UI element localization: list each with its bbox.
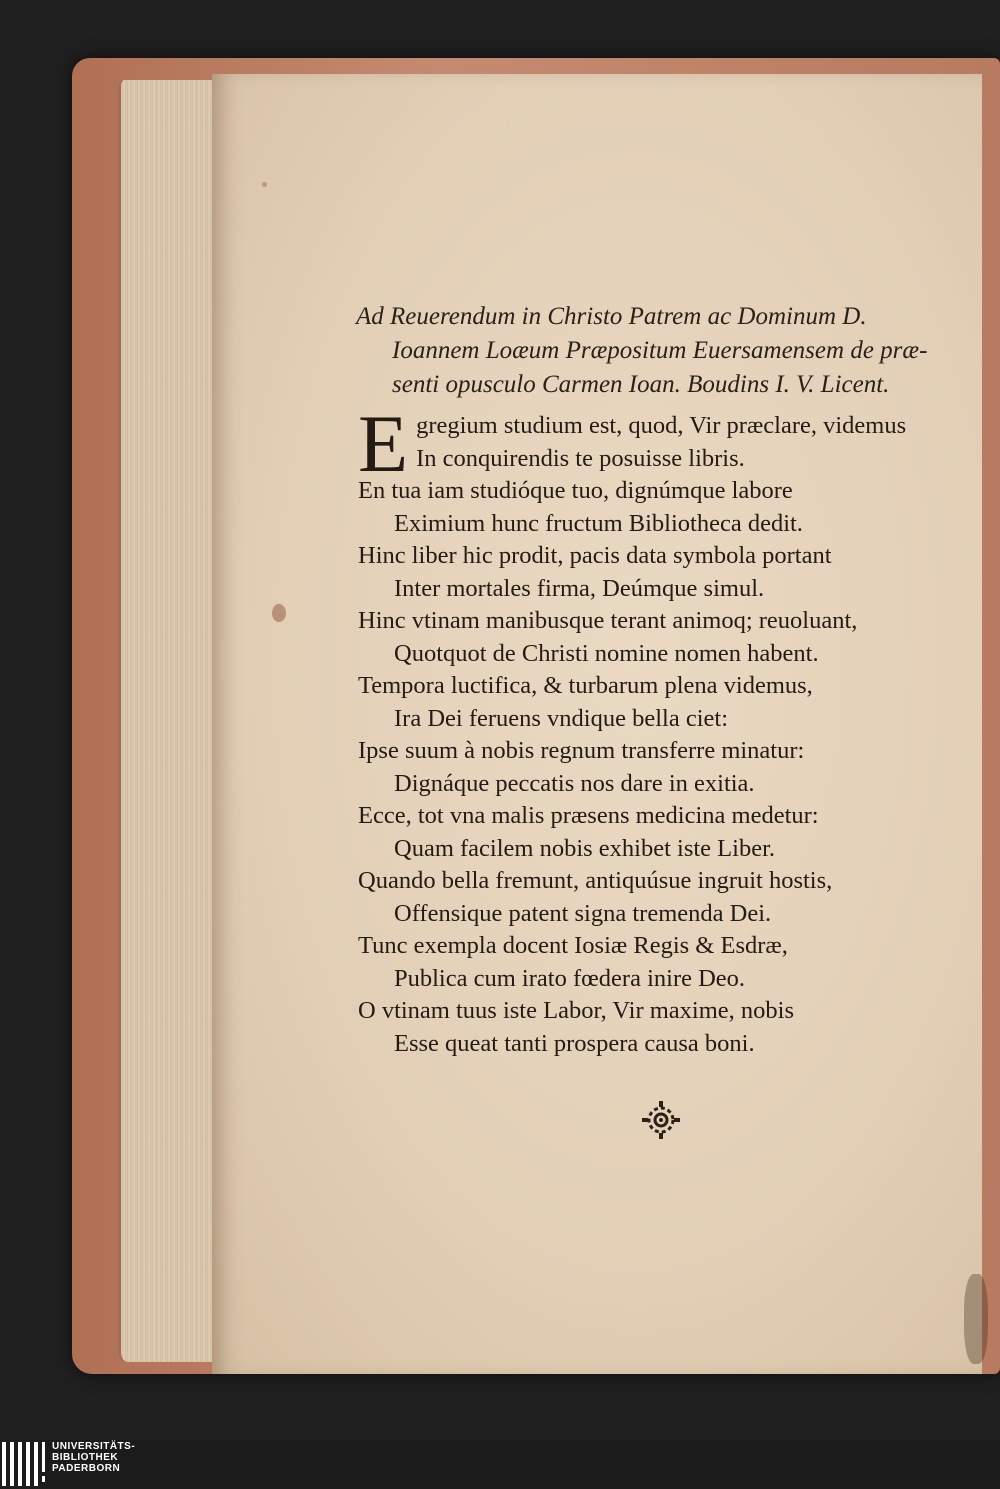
poem-line: Ecce, tot vna malis præsens medicina medetur: (358, 802, 819, 829)
poem-line: Offensique patent signa tremenda Dei. (394, 899, 772, 927)
library-logo-icon (0, 1442, 48, 1486)
poem-line: Quam facilem nobis exhibet iste Liber. (394, 834, 776, 862)
page-edges (118, 80, 221, 1362)
poem-line: En tua iam studióque tuo, dignúmque labore (358, 477, 793, 504)
poem-line: Ipse suum à nobis regnum transferre minatur: (358, 737, 805, 764)
poem-line: Eximium hunc fructum Bibliotheca dedit. (394, 509, 803, 537)
poem-line: Tunc exempla docent Iosiæ Regis & Esdræ, (358, 932, 788, 959)
stain-spot (262, 182, 267, 187)
poem-line: Quando bella fremunt, antiquúsue ingruit hostis, (358, 867, 833, 894)
page-damage (964, 1274, 988, 1364)
poem-line: Inter mortales firma, Deúmque simul. (394, 574, 765, 602)
poem-line: In conquirendis te posuisse libris. (416, 444, 745, 472)
footer-bar (0, 1440, 1000, 1489)
stain-spot (272, 604, 286, 622)
poem (358, 398, 978, 1060)
logo-line: UNIVERSITÄTS- (52, 1441, 136, 1452)
poem-line: Hinc liber hic prodit, pacis data symbola portant (358, 542, 832, 569)
flower-ornament-icon (641, 1100, 681, 1140)
poem-line: Quotquot de Christi nomine nomen habent. (394, 639, 819, 667)
poem-line: O vtinam tuus iste Labor, Vir maxime, nobis (358, 997, 794, 1024)
logo-line: PADERBORN (52, 1463, 121, 1474)
poem-line: Hinc vtinam manibusque terant animoq; reuoluant, (358, 607, 858, 634)
poem-line: Publica cum irato fœdera inire Deo. (394, 964, 746, 992)
poem-line: Dignáque peccatis nos dare in exitia. (394, 769, 755, 797)
poem-line: Tempora luctifica, & turbarum plena videmus, (358, 672, 813, 699)
library-logo-text (52, 1441, 135, 1474)
logo-line: BIBLIOTHEK (52, 1452, 119, 1463)
heading-line: Ad Reuerendum in Christo Patrem ac Dominum D. (356, 303, 867, 330)
heading-line: Ioannem Loæum Præpositum Euersamensem de præ- (392, 337, 928, 364)
heading-line: senti opusculo Carmen Ioan. Boudins I. V. Licent. (392, 371, 890, 398)
dedication-heading (356, 300, 966, 402)
poem-line: gregium studium est, quod, Vir præclare, videmus (416, 412, 907, 439)
poem-line: Ira Dei feruens vndique bella ciet: (394, 704, 729, 732)
poem-line: Esse queat tanti prospera causa boni. (394, 1029, 755, 1057)
drop-cap: E (358, 398, 409, 489)
